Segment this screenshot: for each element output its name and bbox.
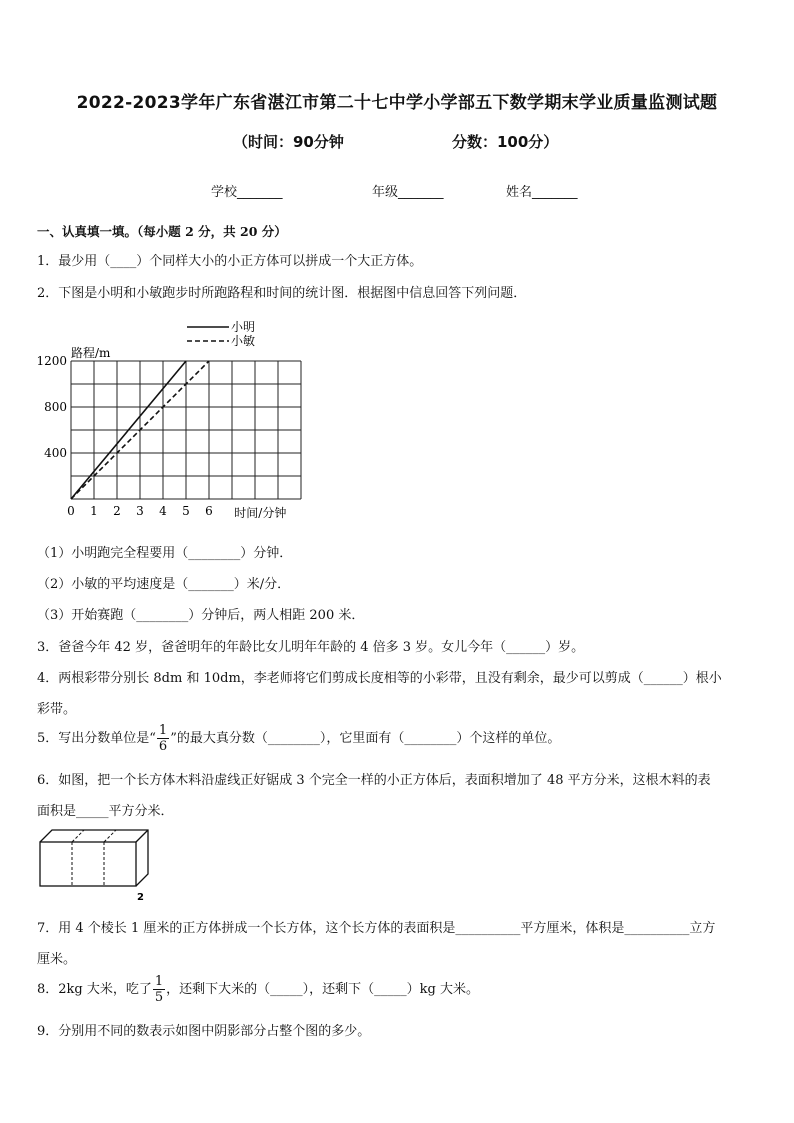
page-title: 2022-2023学年广东省湛江市第二十七中学小学部五下数学期末学业质量监测试题 <box>76 93 718 113</box>
question-8 <box>37 974 479 1005</box>
cuboid-figure <box>36 826 156 904</box>
x-tick-label: 6 <box>205 504 213 518</box>
question-2: 2．下图是小明和小敏跑步时所跑路程和时间的统计图．根据图中信息回答下列问题． <box>37 286 527 301</box>
distance-time-chart <box>30 318 320 523</box>
q5-prefix: 5．写出分数单位是“ <box>37 731 156 746</box>
x-tick-label: 1 <box>90 504 98 518</box>
x-tick-label: 3 <box>136 504 144 518</box>
question-7-cont: 厘米。 <box>37 952 77 967</box>
question-5 <box>37 723 560 754</box>
fraction-denominator: 5 <box>154 990 164 1005</box>
x-axis-label: 时间/分钟 <box>234 506 287 520</box>
x-tick-label: 0 <box>67 504 75 518</box>
legend-label: 小敏 <box>231 334 256 348</box>
section-heading: 一、认真填一填。（每小题 2 分，共 20 分） <box>37 224 287 239</box>
chart-legend <box>187 320 255 348</box>
fraction-denominator: 6 <box>158 739 168 754</box>
cuboid-front-face <box>40 842 136 886</box>
x-tick-label: 5 <box>182 504 190 518</box>
y-tick-label: 400 <box>44 446 67 460</box>
chart-labels <box>36 346 286 520</box>
x-tick-label: 4 <box>159 504 167 518</box>
question-6: 6．如图，把一个长方体木料沿虚线正好锯成 3 个完全一样的小正方体后，表面积增加了 48 平方分米，这根木料的表 <box>37 773 711 788</box>
question-4-cont: 彩带。 <box>37 702 77 717</box>
q8-prefix: 8．2kg 大米，吃了 <box>37 982 152 997</box>
question-1: 1．最少用（____）个同样大小的小正方体可以拼成一个大正方体。 <box>37 254 423 269</box>
q5-suffix: ”的最大真分数（________），它里面有（________）个这样的单位。 <box>170 731 561 746</box>
question-9: 9．分别用不同的数表示如图中阴影部分占整个图的多少。 <box>37 1024 371 1039</box>
q8-suffix: ，还剩下大米的（_____），还剩下（_____）kg 大米。 <box>166 982 479 997</box>
y-axis-label: 路程/m <box>71 346 111 360</box>
cut-line-1-top <box>72 830 84 842</box>
fraction-one-fifth <box>153 974 165 1005</box>
question-2-2: （2）小敏的平均速度是（_______）米/分． <box>37 577 291 592</box>
question-4: 4．两根彩带分别长 8dm 和 10dm，李老师将它们剪成长度相等的小彩带，且没有剩余，最少可以剪成（______）根小 <box>37 671 722 686</box>
question-3: 3．爸爸今年 42 岁，爸爸明年的年龄比女儿明年年龄的 4 倍多 3 岁。女儿今年（______）岁。 <box>37 640 585 655</box>
question-2-1: （1）小明跑完全程要用（________）分钟． <box>37 546 293 561</box>
name-field[interactable]: 姓名_______ <box>506 185 578 200</box>
exam-time: （时间：90分钟 <box>233 133 344 151</box>
y-tick-label: 800 <box>44 400 67 414</box>
fraction-numerator: 1 <box>154 974 164 989</box>
fraction-numerator: 1 <box>158 723 168 738</box>
legend-label: 小明 <box>231 320 256 334</box>
fraction-one-sixth <box>157 723 169 754</box>
exam-score: 分数：100分） <box>452 133 559 151</box>
cuboid-back-edges <box>40 830 148 886</box>
cut-line-2-top <box>104 830 116 842</box>
x-tick-label: 2 <box>113 504 121 518</box>
figure-dimension-label: 2 <box>137 892 144 903</box>
school-field[interactable]: 学校_______ <box>211 185 283 200</box>
question-2-3: （3）开始赛跑（________）分钟后，两人相距 200 米． <box>37 608 365 623</box>
cuboid-top-right-edge <box>136 830 148 842</box>
y-tick-label: 1200 <box>36 354 67 368</box>
question-7: 7．用 4 个棱长 1 厘米的正方体拼成一个长方体，这个长方体的表面积是__________平方厘米，体积是__________立方 <box>37 921 716 936</box>
chart-grid <box>71 361 301 499</box>
grade-field[interactable]: 年级_______ <box>372 185 444 200</box>
question-6-cont: 面积是_____平方分米． <box>37 804 174 819</box>
